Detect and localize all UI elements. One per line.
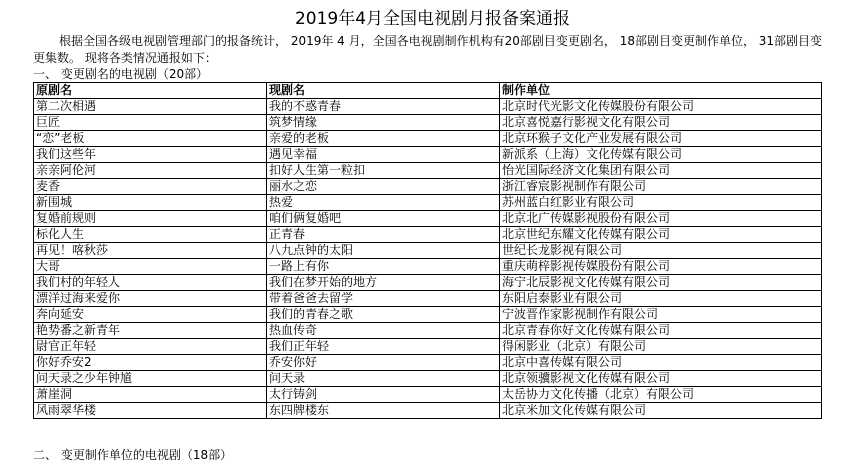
- renamed-dramas-table: [33, 82, 822, 419]
- cell-producer: 北京时代光影文化传媒股份有限公司: [500, 99, 822, 115]
- table-row: [34, 243, 822, 259]
- document-title: 2019年4月全国电视剧月报备案通报: [294, 9, 571, 29]
- table-row: [34, 323, 822, 339]
- header-current-title: 现剧名: [267, 83, 500, 99]
- table-row: [34, 115, 822, 131]
- cell-producer: 重庆萌梓影视传媒股份有限公司: [500, 259, 822, 275]
- cell-current-title: 带着爸爸去留学: [267, 291, 500, 307]
- table-row: [34, 179, 822, 195]
- cell-current-title: 问天录: [267, 371, 500, 387]
- cell-current-title: 我们的青春之歌: [267, 307, 500, 323]
- cell-producer: 太岳协力文化传播（北京）有限公司: [500, 387, 822, 403]
- cell-current-title: 亲爱的老板: [267, 131, 500, 147]
- cell-original-title: 我们这些年: [34, 147, 267, 163]
- table-row: [34, 259, 822, 275]
- cell-current-title: 一路上有你: [267, 259, 500, 275]
- cell-producer: 怡光国际经济文化集团有限公司: [500, 163, 822, 179]
- table-row: [34, 227, 822, 243]
- cell-original-title: 漂洋过海来爱你: [34, 291, 267, 307]
- cell-current-title: 丽水之恋: [267, 179, 500, 195]
- cell-current-title: 东四牌楼东: [267, 403, 500, 419]
- table-row: [34, 371, 822, 387]
- cell-producer: 北京环猴子文化产业发展有限公司: [500, 131, 822, 147]
- cell-original-title: 艳势番之新青年: [34, 323, 267, 339]
- cell-producer: 东阳启泰影业有限公司: [500, 291, 822, 307]
- cell-producer: 新派系（上海）文化传媒有限公司: [500, 147, 822, 163]
- cell-producer: 得闲影业（北京）有限公司: [500, 339, 822, 355]
- cell-producer: 北京中喜传媒有限公司: [500, 355, 822, 371]
- cell-original-title: 标化人生: [34, 227, 267, 243]
- cell-original-title: 再见！喀秋莎: [34, 243, 267, 259]
- cell-producer: 北京喜悦嘉行影视文化有限公司: [500, 115, 822, 131]
- intro-paragraph: 根据全国各级电视剧管理部门的报备统计， 2019年 4 月，全国各电视剧制作机构有20部剧目变更剧名， 18部剧目变更制作单位， 31部剧目变更集数。 现将各类情况通报如下：: [33, 34, 823, 65]
- cell-current-title: 我的不惑青春: [267, 99, 500, 115]
- table-row: [34, 403, 822, 419]
- cell-original-title: 你好乔安2: [34, 355, 267, 371]
- cell-producer: 北京米加文化传媒有限公司: [500, 403, 822, 419]
- cell-original-title: 问天录之少年钟馗: [34, 371, 267, 387]
- cell-original-title: “恋”老板: [34, 131, 267, 147]
- cell-original-title: 大哥: [34, 259, 267, 275]
- cell-current-title: 扣好人生第一粒扣: [267, 163, 500, 179]
- cell-current-title: 遇见幸福: [267, 147, 500, 163]
- cell-original-title: 风雨翠华楼: [34, 403, 267, 419]
- table-row: [34, 147, 822, 163]
- cell-producer: 北京领骥影视文化传媒有限公司: [500, 371, 822, 387]
- cell-current-title: 正青春: [267, 227, 500, 243]
- table-row: [34, 163, 822, 179]
- next-section-heading: 二、 变更制作单位的电视剧（18部）: [33, 448, 233, 462]
- cell-original-title: 复婚前规则: [34, 211, 267, 227]
- cell-current-title: 筑梦情缘: [267, 115, 500, 131]
- header-producer: 制作单位: [500, 83, 822, 99]
- cell-original-title: 萧崖洞: [34, 387, 267, 403]
- cell-original-title: 麦香: [34, 179, 267, 195]
- table-body: [34, 99, 822, 419]
- table-row: [34, 131, 822, 147]
- table-row: [34, 211, 822, 227]
- cell-producer: 北京青春你好文化传媒有限公司: [500, 323, 822, 339]
- cell-current-title: 咱们俩复婚吧: [267, 211, 500, 227]
- cell-current-title: 我们在梦开始的地方: [267, 275, 500, 291]
- table-header-row: [34, 83, 822, 99]
- table-row: [34, 195, 822, 211]
- cell-producer: 浙江睿宸影视制作有限公司: [500, 179, 822, 195]
- cell-current-title: 我们正年轻: [267, 339, 500, 355]
- cell-current-title: 热爱: [267, 195, 500, 211]
- cell-current-title: 八九点钟的太阳: [267, 243, 500, 259]
- cell-current-title: 乔安你好: [267, 355, 500, 371]
- cell-original-title: 巨匠: [34, 115, 267, 131]
- table-row: [34, 275, 822, 291]
- header-original-title: 原剧名: [34, 83, 267, 99]
- cell-producer: 北京世纪东耀文化传媒有限公司: [500, 227, 822, 243]
- table-row: [34, 339, 822, 355]
- cell-current-title: 太行铸剑: [267, 387, 500, 403]
- cell-producer: 世纪长龙影视有限公司: [500, 243, 822, 259]
- cell-original-title: 亲亲阿伦河: [34, 163, 267, 179]
- cell-original-title: 尉官正年轻: [34, 339, 267, 355]
- table-row: [34, 355, 822, 371]
- cell-producer: 宁波晋作家影视制作有限公司: [500, 307, 822, 323]
- cell-original-title: 我们村的年轻人: [34, 275, 267, 291]
- cell-original-title: 奔向延安: [34, 307, 267, 323]
- section-heading: 一、 变更剧名的电视剧（20部）: [33, 67, 209, 81]
- table-row: [34, 291, 822, 307]
- cell-producer: 北京北广传媒影视股份有限公司: [500, 211, 822, 227]
- cell-original-title: 第二次相遇: [34, 99, 267, 115]
- cell-current-title: 热血传奇: [267, 323, 500, 339]
- cell-producer: 苏州蓝白红影业有限公司: [500, 195, 822, 211]
- table-row: [34, 387, 822, 403]
- table-row: [34, 99, 822, 115]
- table-row: [34, 307, 822, 323]
- cell-producer: 海宁北辰影视文化传媒有限公司: [500, 275, 822, 291]
- cell-original-title: 新围城: [34, 195, 267, 211]
